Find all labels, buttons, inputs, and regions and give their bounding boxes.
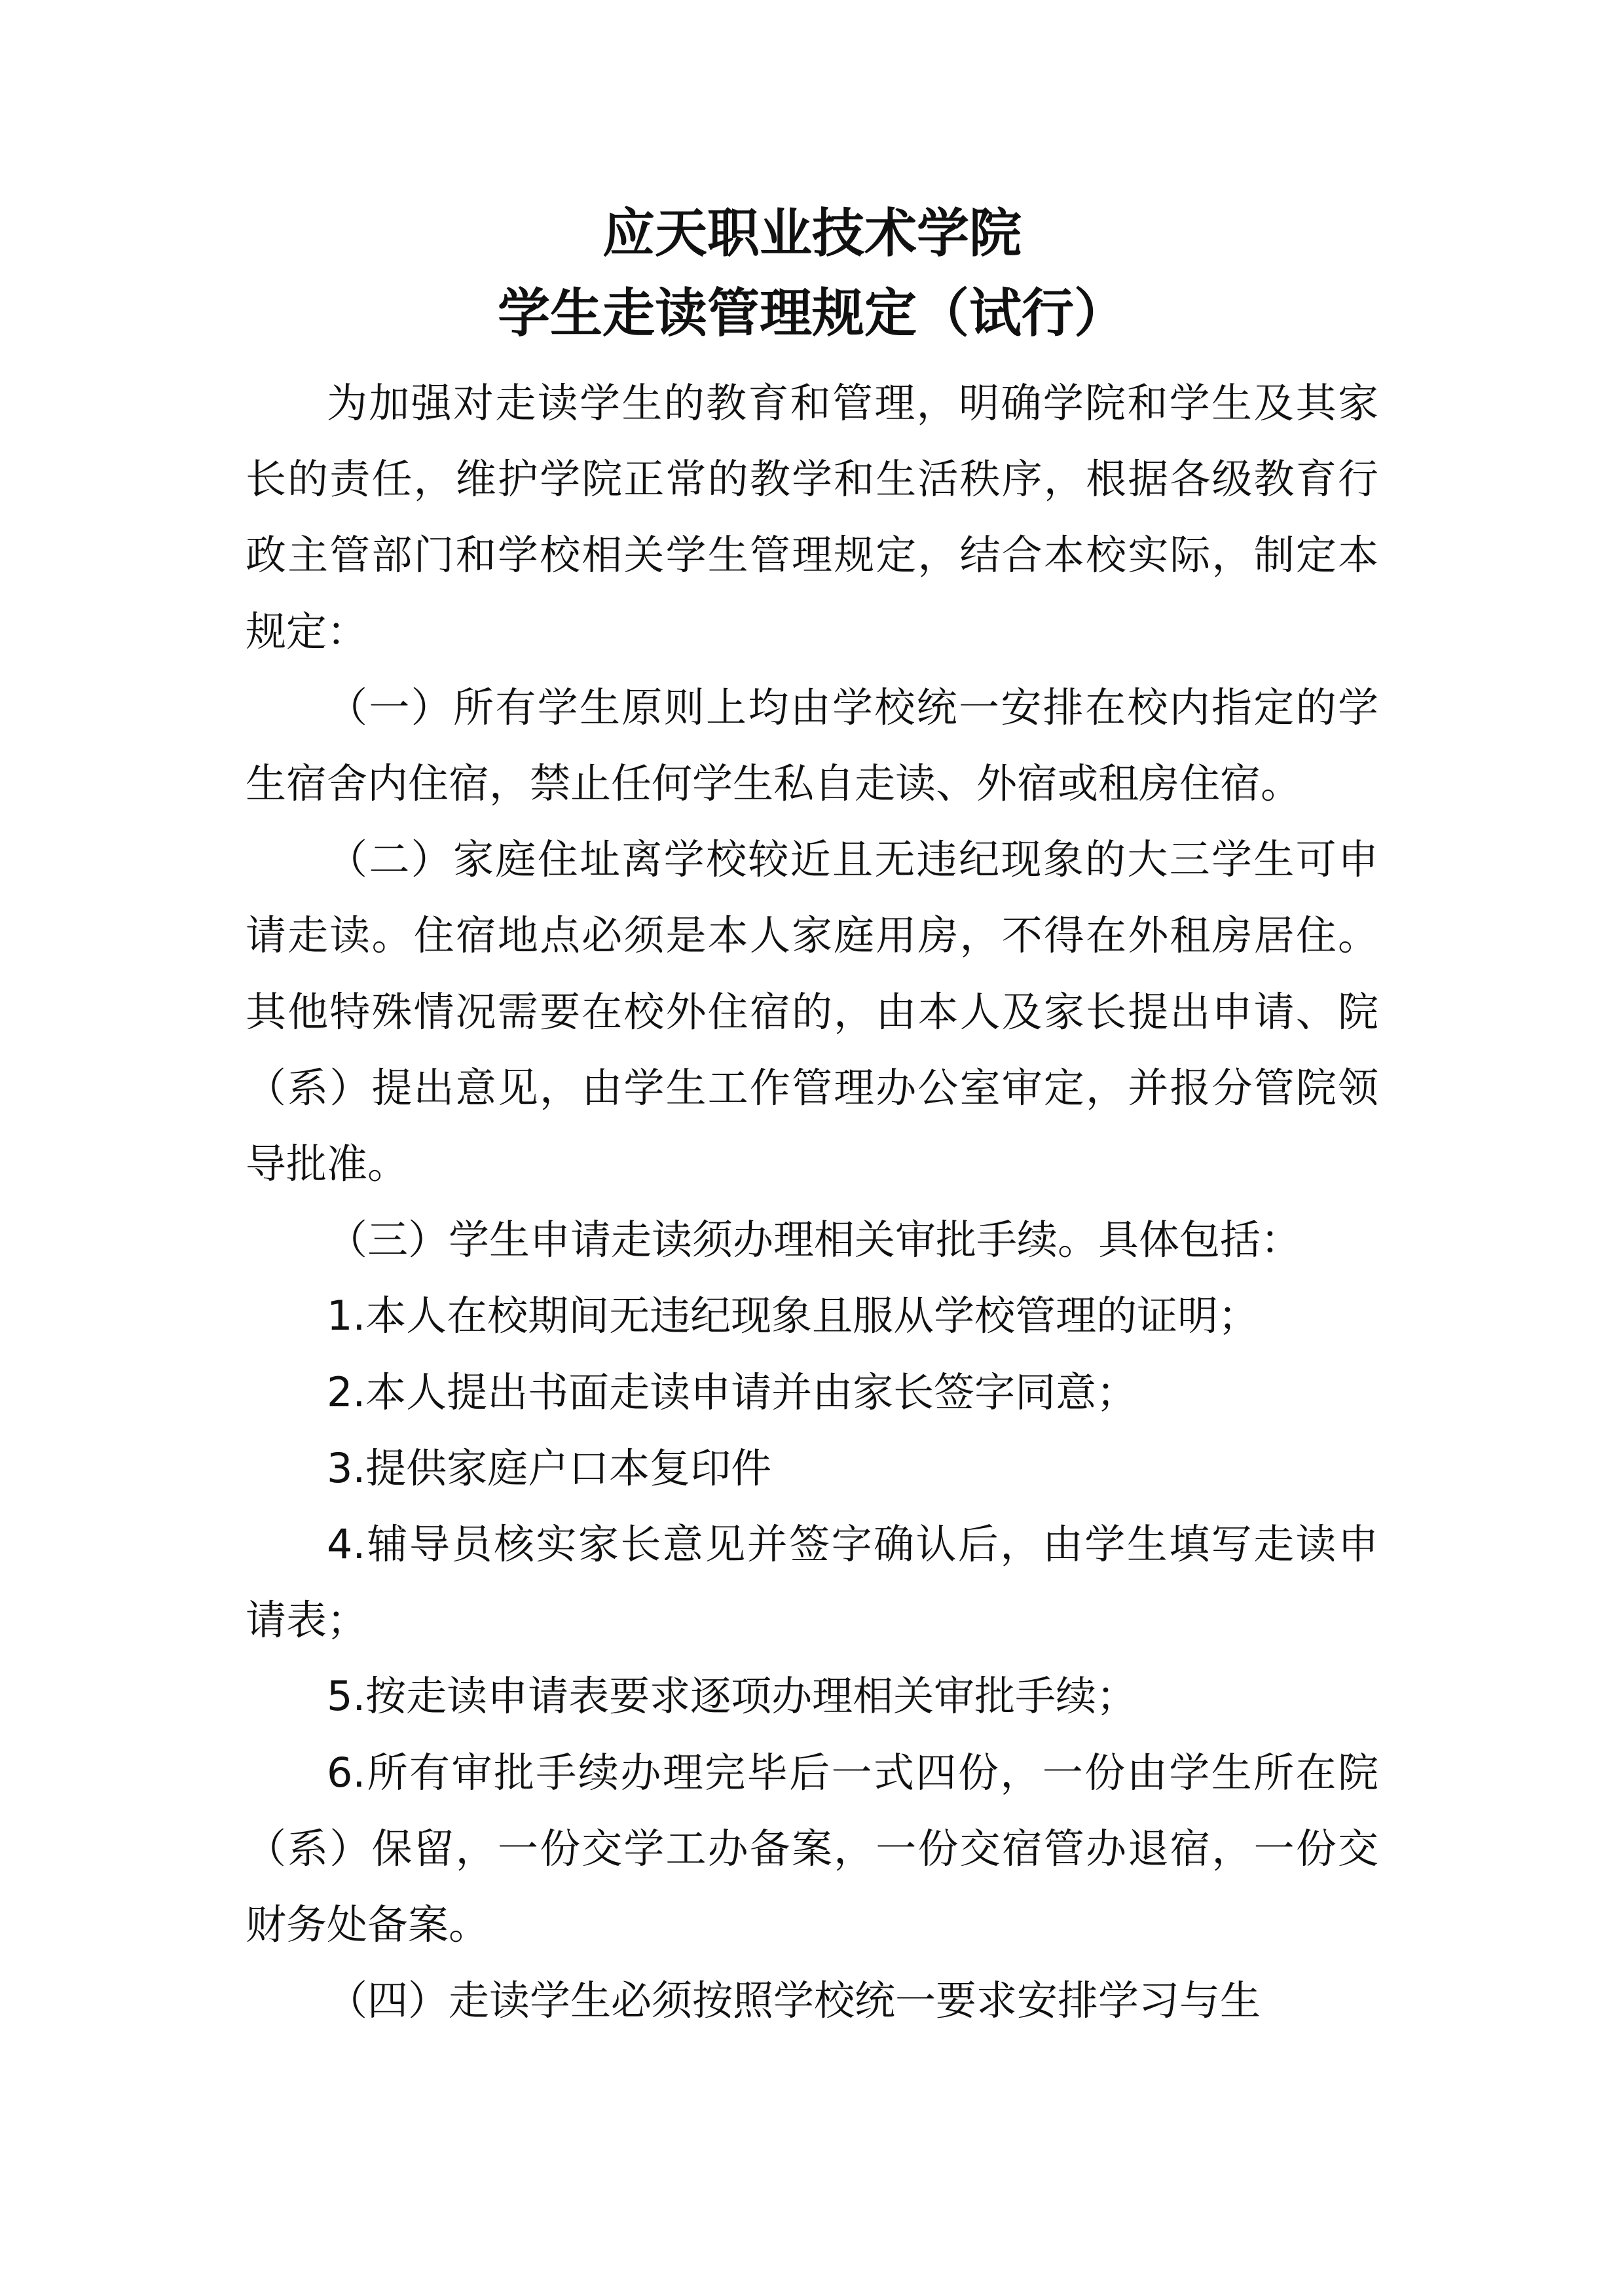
paragraph-article-2: （二）家庭住址离学校较近且无违纪现象的大三学生可申请走读。住宿地点必须是本人家庭用房，不得在外租房居住。其他特殊情况需要在校外住宿的，由本人及家长提出申请、院（系）提出意见，由学生工作管理办公室审定，并报分管院领导批准。 [246,835,1378,1188]
list-item-5: 5.按走读申请表要求逐项办理相关审批手续； [327,1672,1137,1721]
document-body [246,365,1378,2039]
paragraph-article-3: （三）学生申请走读须办理相关审批手续。具体包括： [327,1216,1302,1264]
paragraph-intro: 为加强对走读学生的教育和管理，明确学院和学生及其家长的责任，维护学院正常的教学和生活秩序，根据各级教育行政主管部门和学校相关学生管理规定，结合本校实际，制定本规定： [246,379,1378,655]
list-item-1: 1.本人在校期间无违纪现象且服从学校管理的证明； [327,1292,1259,1340]
document-title-line-1: 应天职业技术学院 [602,202,1022,264]
list-item-4: 4.辅导员核实家长意见并签字确认后，由学生填写走读申请表； [246,1520,1378,1645]
list-item-6: 6.所有审批手续办理完毕后一式四份，一份由学生所在院（系）保留，一份交学工办备案，一份交宿管办退宿，一份交财务处备案。 [246,1748,1378,1949]
list-item-3: 3.提供家庭户口本复印件 [327,1444,772,1492]
paragraph-article-1: （一）所有学生原则上均由学校统一安排在校内指定的学生宿舍内住宿，禁止任何学生私自走读、外宿或租房住宿。 [246,683,1378,808]
list-item-2: 2.本人提出书面走读申请并由家长签字同意； [327,1368,1137,1416]
document-title-line-2: 学生走读管理规定（试行） [498,282,1126,344]
paragraph-article-4: （四）走读学生必须按照学校统一要求安排学习与生 [327,1977,1261,2025]
